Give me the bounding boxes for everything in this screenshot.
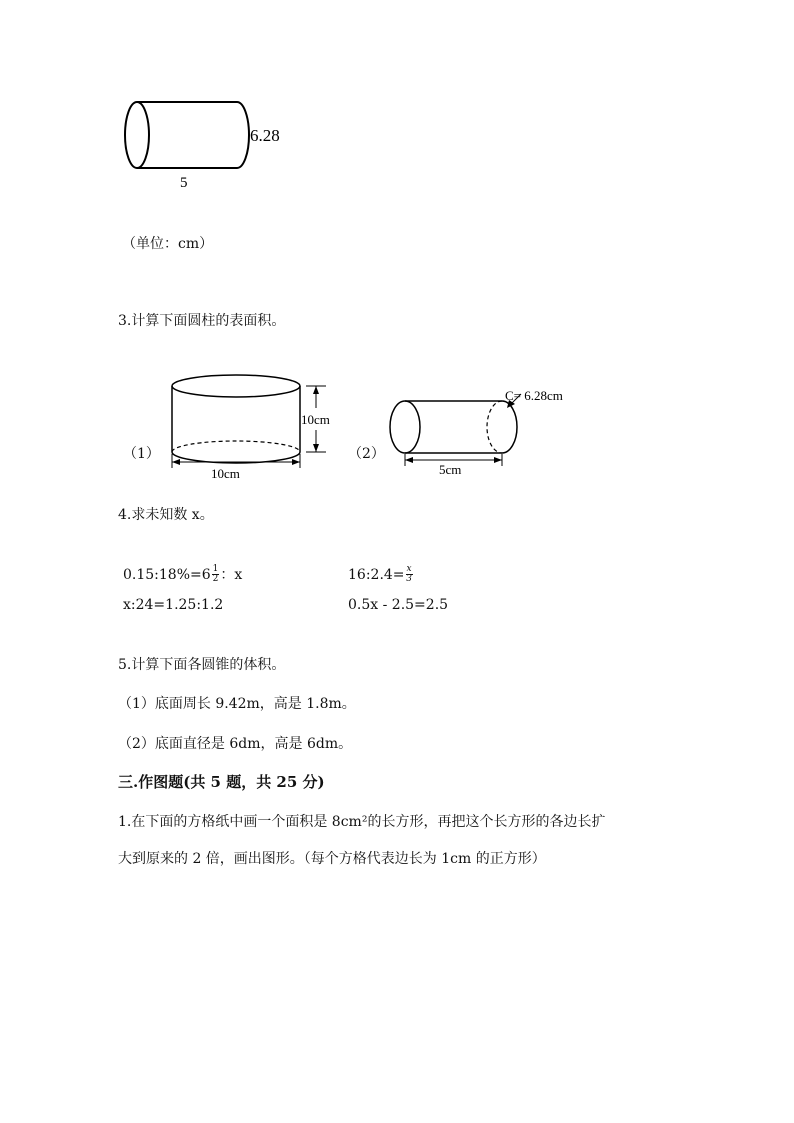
section-3-heading: 三.作图题(共 5 题，共 25 分) bbox=[118, 773, 325, 791]
fig2-label: （2） bbox=[348, 446, 385, 462]
question-5-item-2: （2）底面直径是 6dm，高是 6dm。 bbox=[118, 736, 353, 752]
fig1-diameter-label: 10cm bbox=[211, 466, 240, 481]
fig1-height-label: 10cm bbox=[301, 412, 330, 427]
eq2-fraction bbox=[406, 565, 413, 585]
fig1-label: （1） bbox=[123, 446, 160, 462]
eq1-frac-den: 2 bbox=[212, 574, 219, 585]
fig2-circumference-label: C= 6.28cm bbox=[505, 388, 563, 403]
cylinder-figure-top bbox=[110, 95, 410, 205]
equation-1 bbox=[123, 565, 242, 585]
eq1-right: ：x bbox=[220, 566, 243, 583]
eq1-fraction bbox=[212, 565, 220, 585]
equation-2 bbox=[348, 565, 414, 585]
cylinder-figure-horizontal bbox=[385, 382, 585, 482]
unit-note: （单位：cm） bbox=[122, 236, 214, 252]
cylinder-side-label: 6.28 bbox=[250, 126, 280, 145]
cylinder-figure-upright bbox=[120, 372, 350, 482]
question-5-item-1: （1）底面周长 9.42m，高是 1.8m。 bbox=[118, 696, 356, 712]
eq2-frac-num: x bbox=[406, 564, 412, 574]
cylinder-bottom-label: 5 bbox=[180, 175, 188, 191]
equation-4: 0.5x - 2.5=2.5 bbox=[348, 597, 449, 613]
question-4-title: 4.求未知数 x。 bbox=[118, 507, 214, 523]
eq2-frac-den: 3 bbox=[406, 574, 412, 585]
section-3-question-1-line-2: 大到原来的 2 倍，画出图形。（每个方格代表边长为 1cm 的正方形） bbox=[118, 851, 546, 867]
section-3-question-1-line-1: 1.在下面的方格纸中画一个面积是 8cm²的长方形，再把这个长方形的各边长扩 bbox=[118, 814, 606, 830]
eq1-left: 0.15:18%=6 bbox=[123, 566, 211, 583]
fig2-length-label: 5cm bbox=[439, 462, 462, 477]
eq2-left: 16:2.4= bbox=[348, 566, 405, 583]
eq1-frac-num: 1 bbox=[212, 564, 219, 574]
question-3-title: 3.计算下面圆柱的表面积。 bbox=[118, 313, 286, 329]
question-5-title: 5.计算下面各圆锥的体积。 bbox=[118, 657, 286, 673]
equation-3: x:24=1.25:1.2 bbox=[123, 597, 224, 613]
